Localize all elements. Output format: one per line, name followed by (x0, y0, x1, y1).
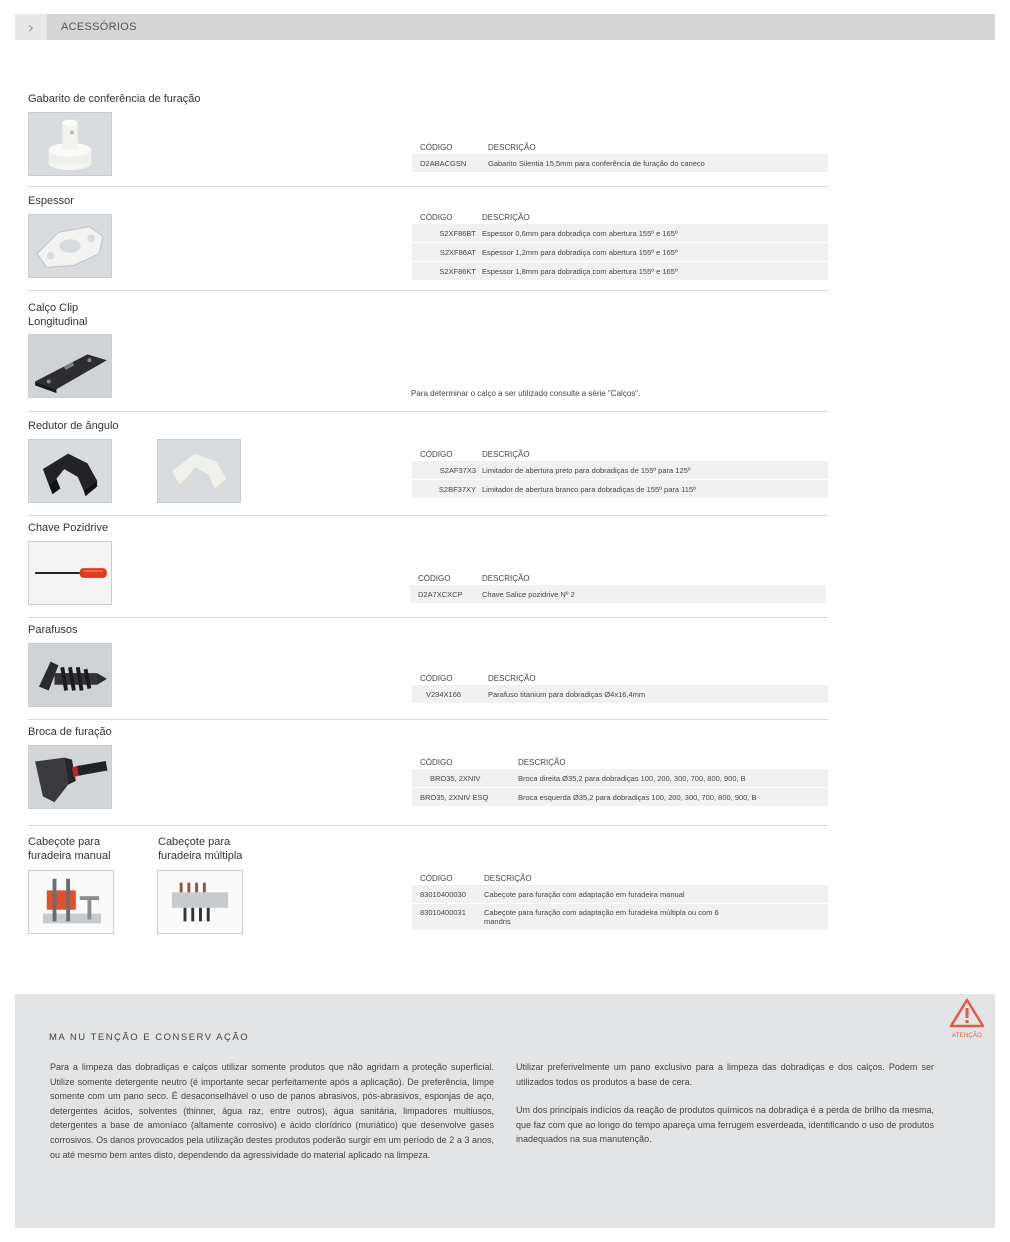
section-calco-clip (28, 301, 828, 413)
section-title-line: Cabeçote para (28, 836, 101, 848)
section-title-line: Longitudinal (28, 316, 88, 328)
product-image-calco (28, 334, 112, 398)
product-image-cabecote-multipla (157, 870, 243, 934)
product-description: Limitador de abertura preto para dobradiças de 155º para 125º (482, 465, 691, 475)
warning-badge (945, 998, 989, 1042)
section-title-manual (28, 835, 111, 863)
divider (28, 290, 828, 291)
maintenance-paragraph: Para a limpeza das dobradiças e calços utilizar somente produtos que não agridam a proteção superficial. Utilize somente detergente neutro (é importante secar perfeitamente após a aplicação). De preferência, limpe somente com um pano seco. É desaconselhável o uso de panos abrasivos, pós-abrasivos, esponjas de aço, detergentes ácidos, solventes (thinner, água raz, entre outros), água sanitária, limpadores multiusos, detergentes a base de amoníaco (altamente corrosivo) e ácido clorídrico (muriático) que desenvolve gases corrosivos. Os danos provocados pela utilização destes produtos poderão surgir em um período de 2 a 3 anos, ou até mesmo bem antes disto, dependendo da agressividade do material aplicado na limpeza. (50, 1062, 494, 1160)
product-code: 83010400030 (420, 889, 466, 899)
warning-icon (949, 998, 985, 1028)
divider (28, 825, 828, 826)
description-header: DESCRIÇÃO (482, 212, 530, 222)
table-row (412, 461, 828, 480)
product-code: S2AF37X3 (439, 465, 476, 475)
code-header: CÓDIGO (420, 449, 453, 459)
table-header (412, 210, 828, 224)
product-code: BRO35, 2XNIV (430, 773, 481, 783)
maintenance-paragraph: Um dos principais indícios da reação de produtos químicos na dobradiça é a perda de brilho da mesma, que faz com que ao longo do tempo apareça uma ferrugem esverdeada, identificando o uso de produtos inadequados na sua manutenção. (516, 1105, 934, 1145)
table-row (412, 769, 828, 788)
product-description: Espessor 1,8mm para dobradiça com abertura 155º e 165º (482, 266, 678, 276)
table-row (412, 788, 828, 807)
product-code: V234X166 (426, 689, 462, 699)
divider (28, 719, 828, 720)
maintenance-box (15, 994, 995, 1228)
section-chave (28, 521, 828, 619)
warning-label: ATENÇÃO (952, 1033, 982, 1039)
product-code: S2XF86KT (439, 266, 476, 276)
product-image-parafuso (28, 643, 112, 707)
section-title: Gabarito de conferência de furação (28, 93, 201, 105)
description-header: DESCRIÇÃO (484, 873, 532, 883)
section-title-multipla (158, 835, 242, 863)
code-header: CÓDIGO (420, 212, 453, 222)
table-header (412, 871, 828, 885)
product-image-redutor-branco (157, 439, 241, 503)
code-header: CÓDIGO (420, 873, 453, 883)
product-code: S2XF86AT (439, 247, 476, 257)
divider (28, 411, 828, 412)
divider (28, 515, 828, 516)
product-description: Gabarito Silentia 15,5mm para conferência de furação do caneco (488, 158, 705, 168)
product-code: D2A7XCXCP (418, 589, 463, 599)
description-header: DESCRIÇÃO (488, 142, 536, 152)
section-title: Redutor de ângulo (28, 420, 119, 432)
section-redutor (28, 419, 828, 517)
code-header: CÓDIGO (418, 573, 451, 583)
table-header (412, 755, 828, 769)
product-table (412, 140, 828, 173)
table-row (412, 262, 828, 281)
code-header: CÓDIGO (420, 757, 453, 767)
chevron-right-icon: › (15, 14, 47, 40)
product-description: Chave Salice pozidrive Nº 2 (482, 589, 575, 599)
description-header: DESCRIÇÃO (482, 449, 530, 459)
table-row (412, 685, 828, 704)
table-header (412, 671, 828, 685)
section-broca (28, 725, 828, 827)
section-title-line: Cabeçote para (158, 836, 231, 848)
code-header: CÓDIGO (420, 142, 453, 152)
description-header: DESCRIÇÃO (482, 573, 530, 583)
maintenance-left-column (50, 1060, 494, 1176)
section-header (15, 14, 995, 40)
product-table (412, 447, 828, 499)
divider (28, 617, 828, 618)
table-row (412, 904, 828, 931)
table-row (412, 154, 828, 173)
table-row (412, 480, 828, 499)
product-description: Parafuso titanium para dobradiças Ø4x16,4mm (488, 689, 646, 699)
product-table (412, 671, 828, 704)
product-code: S2BF37XY (438, 484, 476, 494)
product-code: D2ABACGSN (420, 158, 467, 168)
section-cabecote (28, 835, 828, 945)
section-parafusos (28, 623, 828, 721)
maintenance-right-column (516, 1060, 934, 1161)
section-title-line: Calço Clip (28, 302, 79, 314)
product-image-cabecote-manual (28, 870, 114, 934)
section-title-line: furadeira múltipla (158, 850, 243, 862)
product-table (412, 755, 828, 807)
table-row (412, 243, 828, 262)
product-table (412, 871, 828, 931)
maintenance-paragraph: Utilizar preferivelmente um pano exclusivo para a limpeza das dobradiças e dos calços. Podem ser utilizados todos os produtos a base de cera. (516, 1062, 934, 1087)
product-image-espessor (28, 214, 112, 278)
section-gabarito (28, 92, 828, 188)
section-title: Chave Pozidrive (28, 522, 109, 534)
table-row (412, 885, 828, 904)
table-header (410, 571, 826, 585)
product-description: Limitador de abertura branco para dobradiças de 155º para 115º (482, 484, 696, 494)
code-header: CÓDIGO (420, 673, 453, 683)
product-image-gabarito (28, 112, 112, 176)
product-image-chave (28, 541, 112, 605)
product-description: Espessor 1,2mm para dobradiça com abertura 155º e 165º (482, 247, 678, 257)
product-table (412, 210, 828, 281)
divider (28, 186, 828, 187)
description-header: DESCRIÇÃO (488, 673, 536, 683)
table-row (412, 224, 828, 243)
product-code: S2XF86BT (439, 228, 476, 238)
product-description: Cabeçote para furação com adaptação em furadeira manual (484, 889, 685, 899)
calco-note: Para determinar o calço a ser utilizado consulte a série "Calços". (411, 389, 641, 398)
product-code: 83010400031 (420, 908, 466, 917)
product-description: Espessor 0,6mm para dobradiça com abertura 155º e 165º (482, 228, 678, 238)
section-title: Broca de furação (28, 726, 112, 738)
maintenance-title: MA NU TENÇÃO E CONSERV AÇÃO (49, 1032, 250, 1043)
section-title (28, 301, 87, 329)
table-header (412, 447, 828, 461)
product-image-redutor-preto (28, 439, 112, 503)
product-image-broca (28, 745, 112, 809)
product-description: Broca direita Ø35,2 para dobradiças 100, 200, 300, 700, 800, 900, B (518, 773, 746, 783)
product-code: BRO35, 2XNIV ESQ (420, 792, 489, 802)
section-title-line: furadeira manual (28, 850, 111, 862)
product-table (410, 571, 826, 604)
section-title: Espessor (28, 195, 74, 207)
description-header: DESCRIÇÃO (518, 757, 566, 767)
section-title: Parafusos (28, 624, 78, 636)
section-espessor (28, 194, 828, 292)
table-row (410, 585, 826, 604)
product-description: Cabeçote para furação com adaptação em furadeira múltipla ou com 6 mandris (484, 908, 719, 926)
page-title: ACESSÓRIOS (61, 21, 137, 33)
table-header (412, 140, 828, 154)
product-description: Broca esquerda Ø35,2 para dobradiças 100, 200, 300, 700, 800, 900, B (518, 792, 757, 802)
